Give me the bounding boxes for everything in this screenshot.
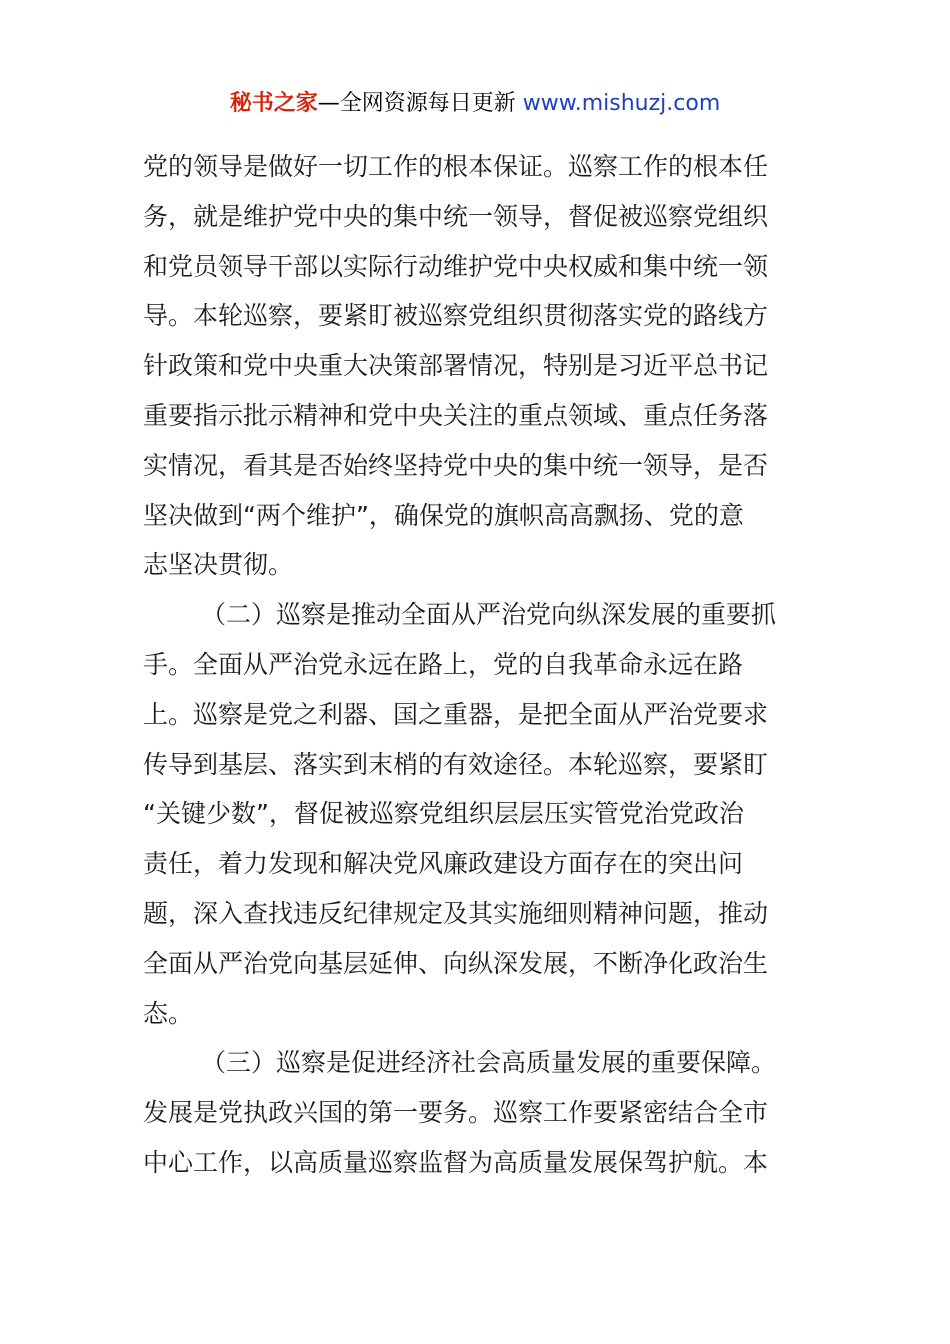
text-line: 态。	[143, 998, 194, 1028]
text-line: 党的领导是做好一切工作的根本保证。巡察工作的根本任	[143, 152, 769, 181]
text-line: “关键少数”，督促被巡察党组织层层压实管党治党政治	[143, 799, 744, 829]
page-header	[0, 88, 950, 120]
text-line: 坚决做到“两个维护”，确保党的旗帜高高飘扬、党的意	[143, 500, 744, 530]
text-line: 和党员领导干部以实际行动维护党中央权威和集中统一领	[143, 251, 769, 281]
document-body	[143, 142, 808, 1188]
section-heading-line: （三）巡察是促进经济社会高质量发展的重要保障。	[201, 1048, 777, 1078]
text-line: 务，就是维护党中央的集中统一领导，督促被巡察党组织	[143, 201, 769, 231]
text-line: 传导到基层、落实到末梢的有效途径。本轮巡察，要紧盯	[143, 749, 769, 779]
text-line: 针政策和党中央重大决策部署情况，特别是习近平总书记	[143, 351, 769, 381]
header-url-link[interactable]: www.mishuzj.com	[522, 91, 721, 116]
text-line: 全面从严治党向基层延伸、向纵深发展，不断净化政治生	[143, 948, 769, 978]
text-line: 志坚决贯彻。	[143, 550, 294, 580]
text-line: 手。全面从严治党永远在路上，党的自我革命永远在路	[143, 649, 744, 679]
text-line: 题，深入查找违反纪律规定及其实施细则精神问题，推动	[143, 898, 769, 928]
header-brand: 秘书之家	[229, 91, 318, 116]
text-line: 重要指示批示精神和党中央关注的重点领域、重点任务落	[143, 400, 769, 430]
section-heading-line: （二）巡察是推动全面从严治党向纵深发展的重要抓	[201, 600, 777, 630]
text-line: 责任，着力发现和解决党风廉政建设方面存在的突出问	[143, 849, 744, 879]
header-tagline: —全网资源每日更新	[317, 91, 516, 116]
text-line: 上。巡察是党之利器、国之重器，是把全面从严治党要求	[143, 699, 769, 729]
text-line: 发展是党执政兴国的第一要务。巡察工作要紧密结合全市	[143, 1098, 769, 1128]
text-line: 导。本轮巡察，要紧盯被巡察党组织贯彻落实党的路线方	[143, 301, 769, 331]
text-line: 中心工作，以高质量巡察监督为高质量发展保驾护航。本	[143, 1147, 769, 1177]
text-line: 实情况，看其是否始终坚持党中央的集中统一领导，是否	[143, 450, 769, 480]
